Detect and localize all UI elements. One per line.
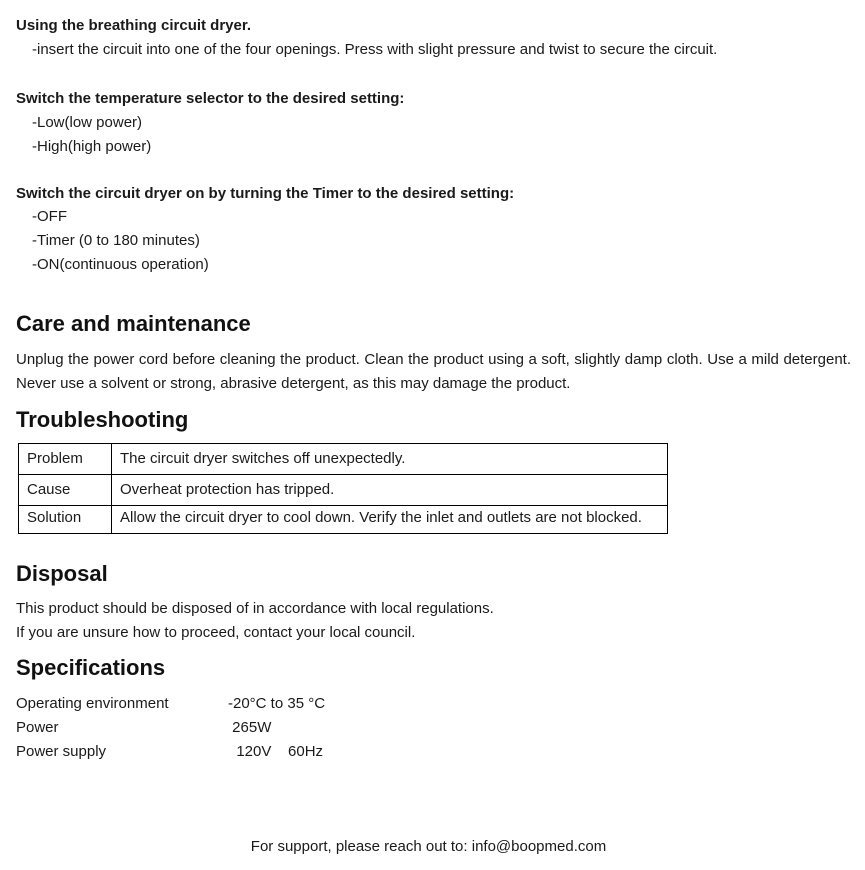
disposal-line: This product should be disposed of in accordance with local regulations. (16, 600, 494, 617)
usage-heading-2: Switch the temperature selector to the desired setting: (16, 90, 405, 107)
table-row (19, 444, 668, 475)
disposal-title: Disposal (16, 561, 108, 586)
usage-item: -OFF (32, 208, 67, 225)
usage-item: -ON(continuous operation) (32, 256, 209, 273)
spec-value: 265W (228, 719, 272, 736)
spec-value: -20°C to 35 °C (228, 695, 326, 712)
care-text: Unplug the power cord before cleaning the product. Clean the product using a soft, slightly damp cloth. Use a mild detergent. Never use a solvent or strong, abrasive detergent, as this may damage the product. (16, 351, 851, 392)
usage-item: -Low(low power) (32, 114, 143, 131)
support-footer: For support, please reach out to: info@boopmed.com (250, 838, 607, 855)
row-value: The circuit dryer switches off unexpectedly. (112, 444, 668, 475)
disposal-line: If you are unsure how to proceed, contact your local council. (16, 624, 416, 641)
spec-label: Power supply (16, 743, 107, 760)
care-title: Care and maintenance (16, 311, 251, 336)
row-value: Allow the circuit dryer to cool down. Verify the inlet and outlets are not blocked. (112, 506, 668, 534)
table-row (19, 506, 668, 534)
spec-label: Operating environment (16, 695, 169, 712)
row-label: Problem (19, 444, 112, 475)
spec-label: Power (16, 719, 59, 736)
usage-item: -High(high power) (32, 138, 152, 155)
row-label: Solution (19, 506, 112, 534)
usage-item: -Timer (0 to 180 minutes) (32, 232, 200, 249)
usage-heading-3: Switch the circuit dryer on by turning the Timer to the desired setting: (16, 185, 515, 202)
spec-value: 120V 60Hz (228, 743, 324, 760)
specifications-title: Specifications (16, 655, 166, 680)
row-value: Overheat protection has tripped. (112, 475, 668, 506)
table-row (19, 475, 668, 506)
usage-item: -insert the circuit into one of the four openings. Press with slight pressure and twist to secure the circuit. (32, 41, 718, 58)
troubleshooting-table (18, 443, 668, 534)
row-label: Cause (19, 475, 112, 506)
troubleshooting-title: Troubleshooting (16, 407, 189, 432)
usage-heading-1: Using the breathing circuit dryer. (16, 17, 252, 34)
